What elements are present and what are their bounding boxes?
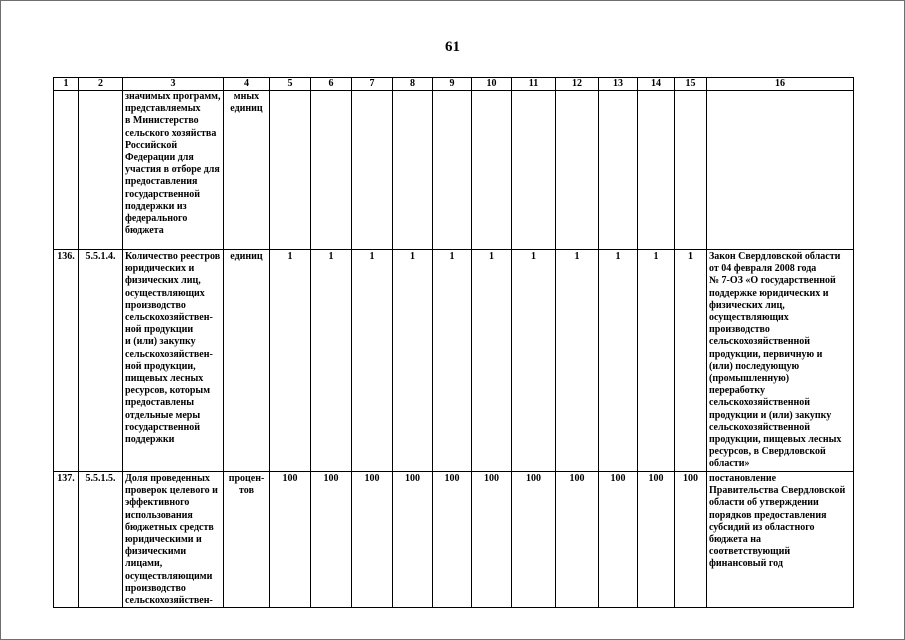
indicator-name: Количество реестров юридических и физических лиц, осуществляющих производство сельскохозяйствен- ной продукции и (или) закупку сельскохозяйствен- ной продукции, пищевых лесных ресурсов, которым предоставлены отдельные меры государственной поддержки: [123, 250, 224, 472]
row-number: 137.: [54, 472, 79, 608]
unit-of-measure: процен- тов: [224, 472, 270, 608]
value-cell: 100: [270, 472, 311, 608]
value-cell: 1: [675, 250, 707, 472]
value-cell: [599, 91, 638, 250]
column-header: 12: [556, 78, 599, 91]
column-number-row: [54, 78, 854, 91]
column-header: 10: [472, 78, 512, 91]
column-header: 13: [599, 78, 638, 91]
value-cell: [638, 91, 675, 250]
value-cell: 100: [472, 472, 512, 608]
indicators-table: [53, 77, 854, 608]
row-number: 136.: [54, 250, 79, 472]
value-cell: [393, 91, 433, 250]
value-cell: [270, 91, 311, 250]
value-cell: 100: [311, 472, 352, 608]
value-cell: 1: [556, 250, 599, 472]
source-document: Закон Свердловской области от 04 февраля 2008 года № 7-ОЗ «О государственной поддержке юридических и физических лиц, осуществляющих производство сельскохозяйственной продукции, первичную и (или) последующую (промышленную) переработку сельскохозяйственной продукции и (или) закупку сельскохозяйственной продукции, пищевых лесных ресурсов, в Свердловской области»: [707, 250, 854, 472]
value-cell: 100: [599, 472, 638, 608]
value-cell: [433, 91, 472, 250]
row-number: [54, 91, 79, 250]
row-code: 5.5.1.5.: [79, 472, 123, 608]
value-cell: 1: [433, 250, 472, 472]
value-cell: 100: [433, 472, 472, 608]
value-cell: 100: [352, 472, 393, 608]
table-row-continuation: [54, 91, 854, 250]
value-cell: 1: [472, 250, 512, 472]
column-header: 3: [123, 78, 224, 91]
row-code: 5.5.1.4.: [79, 250, 123, 472]
column-header: 14: [638, 78, 675, 91]
column-header: 16: [707, 78, 854, 91]
source-document: постановление Правительства Свердловской области об утверждении порядков предоставления субсидий из областного бюджета на соответствующий финансовый год: [707, 472, 854, 608]
value-cell: 100: [393, 472, 433, 608]
column-header: 6: [311, 78, 352, 91]
value-cell: 1: [393, 250, 433, 472]
indicator-name: значимых программ, представляемых в Министерство сельского хозяйства Российской Федерации для участия в отборе для предоставления государственной поддержки из федерального бюджета: [123, 91, 224, 250]
value-cell: 100: [638, 472, 675, 608]
value-cell: 100: [512, 472, 556, 608]
page-number: 61: [445, 39, 460, 55]
value-cell: [311, 91, 352, 250]
value-cell: [472, 91, 512, 250]
column-header: 8: [393, 78, 433, 91]
value-cell: 1: [352, 250, 393, 472]
value-cell: [675, 91, 707, 250]
value-cell: 100: [556, 472, 599, 608]
table-row-137: [54, 472, 854, 608]
source-document: [707, 91, 854, 250]
column-header: 9: [433, 78, 472, 91]
value-cell: 100: [675, 472, 707, 608]
unit-of-measure: единиц: [224, 250, 270, 472]
value-cell: 1: [638, 250, 675, 472]
indicator-name: Доля проведенных проверок целевого и эффективного использования бюджетных средств юридическими и физическими лицами, осуществляющими производство сельскохозяйствен-: [123, 472, 224, 608]
value-cell: 1: [311, 250, 352, 472]
value-cell: 1: [599, 250, 638, 472]
column-header: 7: [352, 78, 393, 91]
unit-of-measure: мных единиц: [224, 91, 270, 250]
column-header: 2: [79, 78, 123, 91]
column-header: 11: [512, 78, 556, 91]
table-row-136: [54, 250, 854, 472]
value-cell: 1: [270, 250, 311, 472]
value-cell: [352, 91, 393, 250]
column-header: 5: [270, 78, 311, 91]
column-header: 4: [224, 78, 270, 91]
value-cell: 1: [512, 250, 556, 472]
column-header: 15: [675, 78, 707, 91]
value-cell: [556, 91, 599, 250]
value-cell: [512, 91, 556, 250]
column-header: 1: [54, 78, 79, 91]
row-code: [79, 91, 123, 250]
